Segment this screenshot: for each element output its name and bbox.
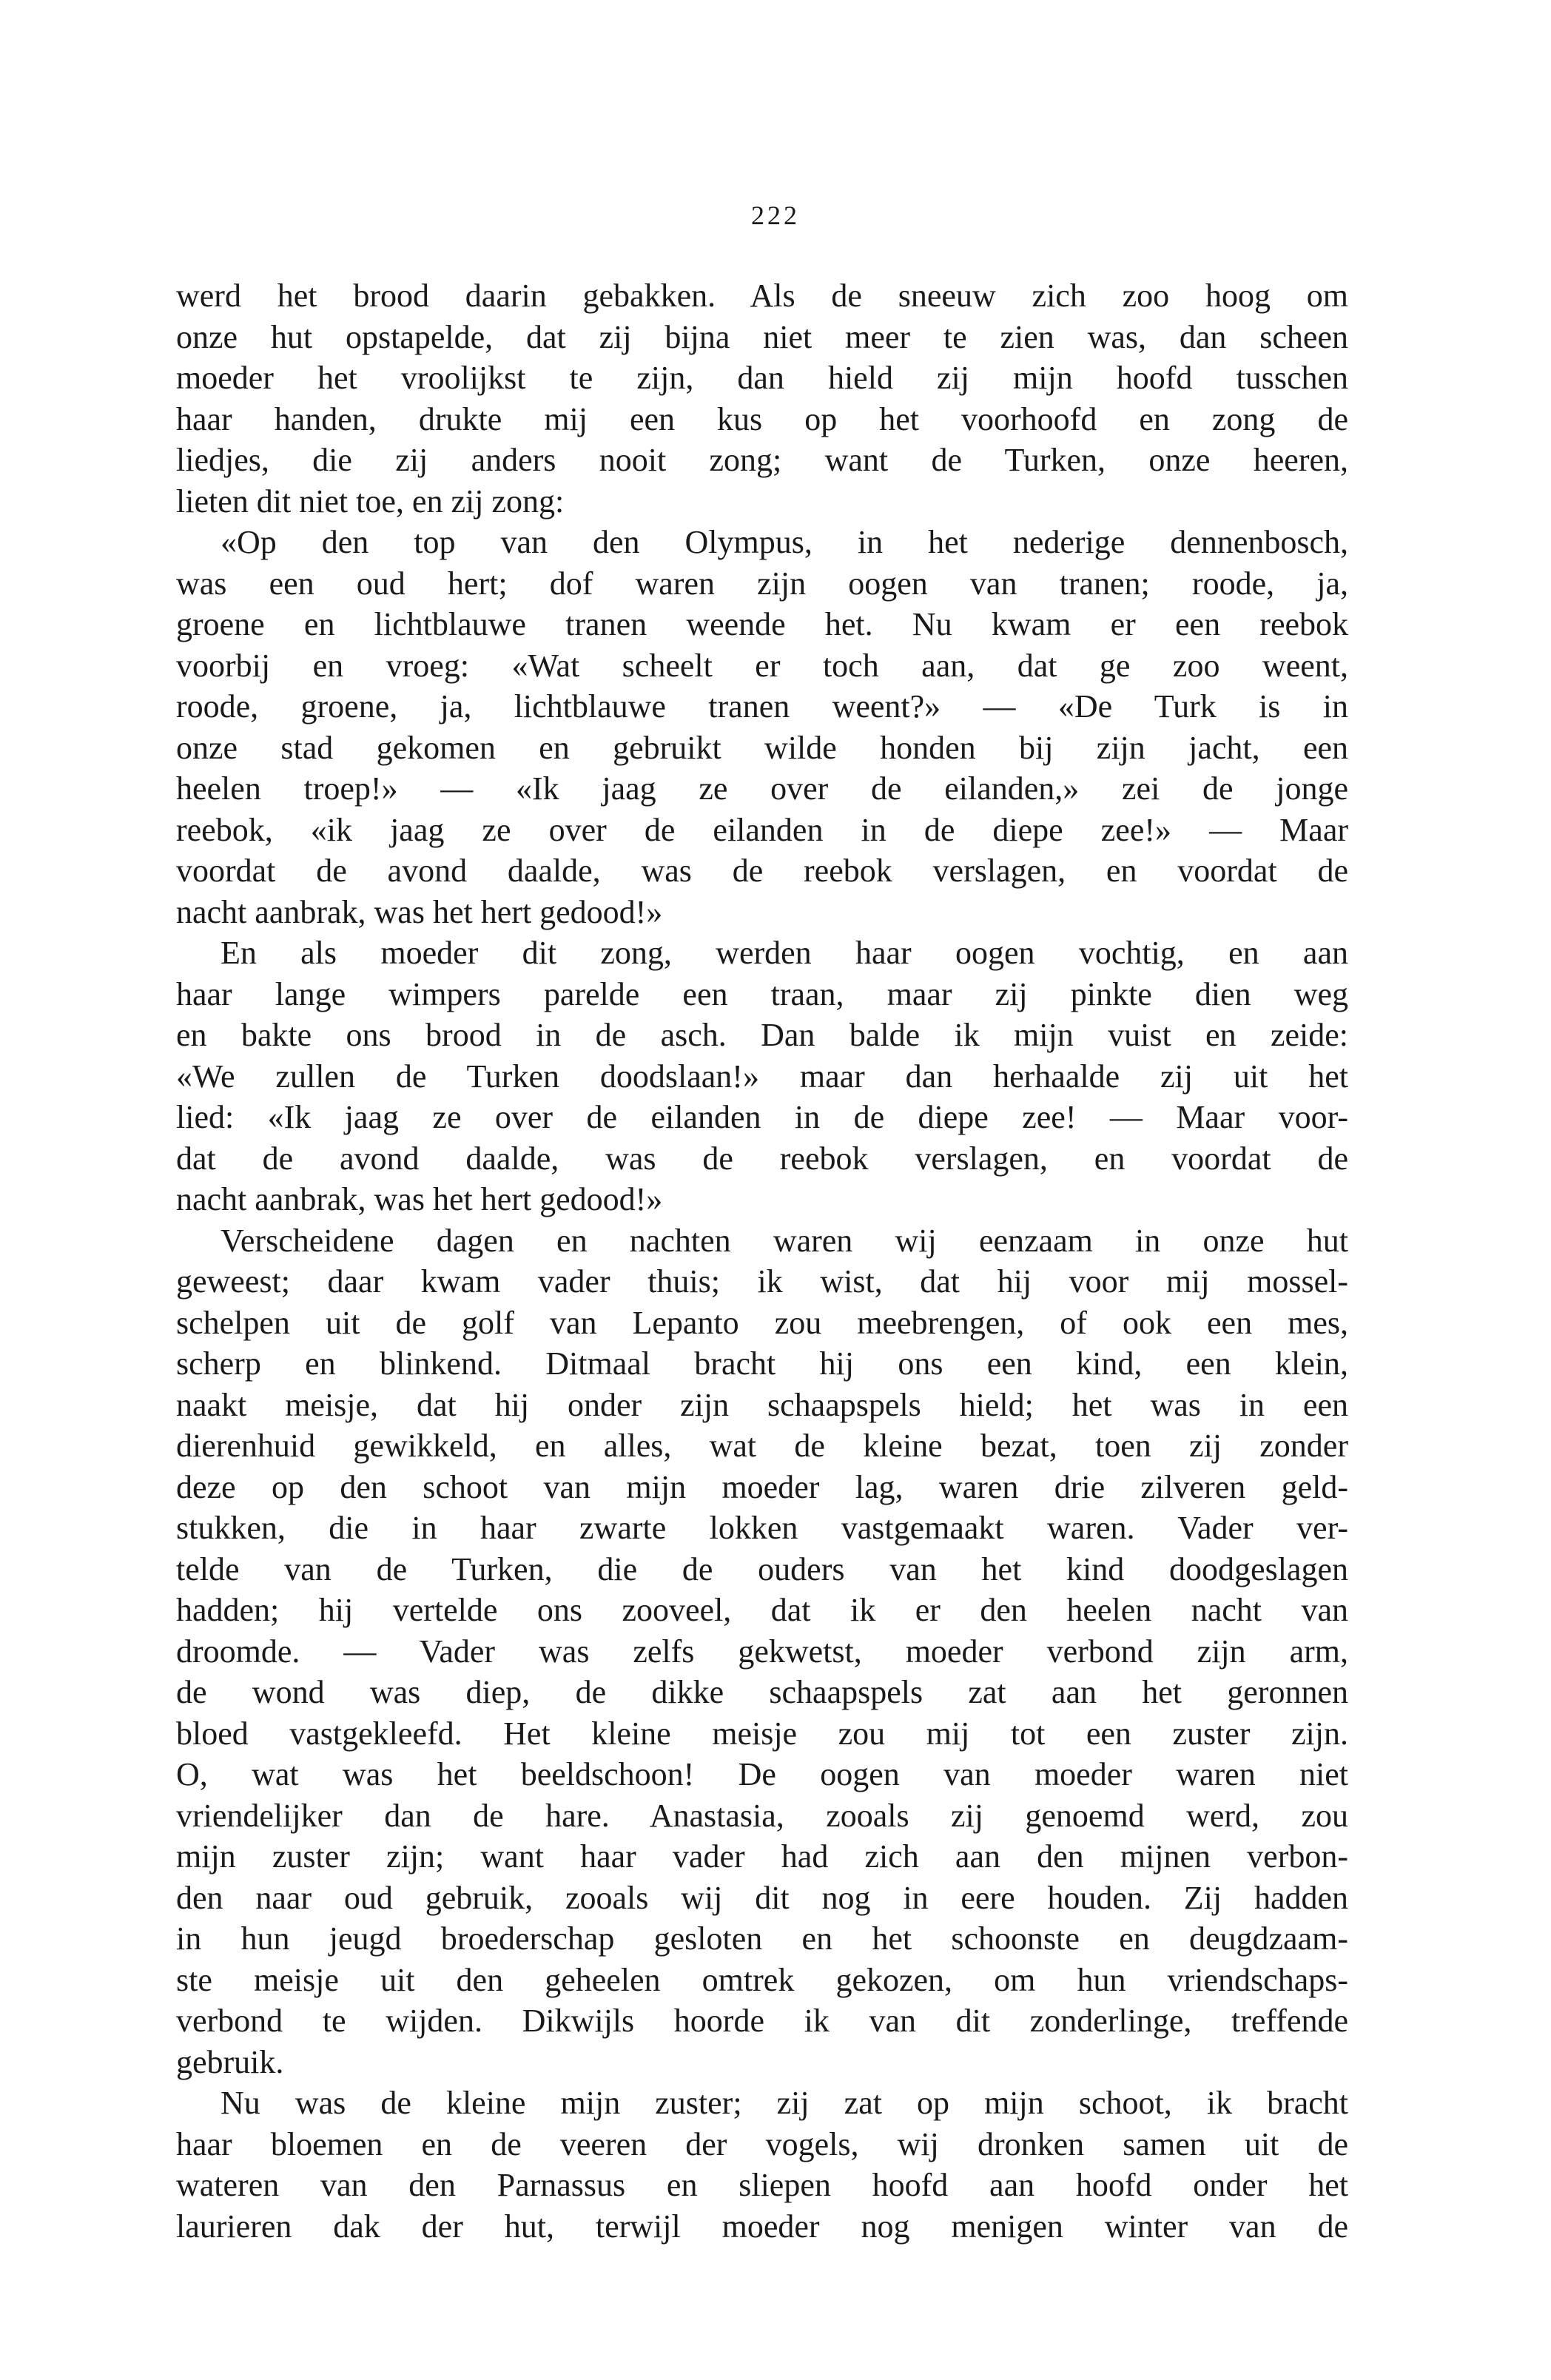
- text-line: deze op den schoot van mijn moeder lag, waren drie zilveren geld-: [176, 1468, 1348, 1505]
- text-line: Verscheidene dagen en nachten waren wij eenzaam in onze hut: [221, 1222, 1348, 1259]
- text-line: heelen troep!» — «Ik jaag ze over de eilanden,» zei de jonge: [176, 770, 1348, 807]
- paragraph: [176, 932, 1348, 1220]
- text-line: roode, groene, ja, lichtblauwe tranen weent?» — «De Turk is in: [176, 688, 1348, 725]
- text-line: «Op den top van den Olympus, in het nederige dennenbosch,: [221, 524, 1348, 560]
- text-line: telde van de Turken, die de ouders van het kind doodgeslagen: [176, 1550, 1348, 1587]
- text-line: ste meisje uit den geheelen omtrek gekozen, om hun vriendschaps-: [176, 1961, 1348, 1998]
- paragraph: [176, 522, 1348, 932]
- text-line: dierenhuid gewikkeld, en alles, wat de kleine bezat, toen zij zonder: [176, 1428, 1348, 1464]
- text-line: laurieren dak der hut, terwijl moeder nog menigen winter van de: [176, 2208, 1348, 2245]
- text-line: haar handen, drukte mij een kus op het voorhoofd en zong de: [176, 400, 1348, 437]
- text-line: naakt meisje, dat hij onder zijn schaapspels hield; het was in een: [176, 1386, 1348, 1423]
- text-line: bloed vastgekleefd. Het kleine meisje zou mij tot een zuster zijn.: [176, 1715, 1348, 1752]
- text-line: verbond te wijden. Dikwijls hoorde ik van dit zonderlinge, treffende: [176, 2003, 1348, 2039]
- text-line: scherp en blinkend. Ditmaal bracht hij ons een kind, een klein,: [176, 1345, 1348, 1382]
- text-line: wateren van den Parnassus en sliepen hoofd aan hoofd onder het: [176, 2167, 1348, 2203]
- text-line: lieten dit niet toe, en zij zong:: [176, 483, 565, 520]
- text-line: onze stad gekomen en gebruikt wilde honden bij zijn jacht, een: [176, 729, 1348, 766]
- text-line: droomde. — Vader was zelfs gekwetst, moeder verbond zijn arm,: [176, 1633, 1348, 1670]
- text-line: O, wat was het beeldschoon! De oogen van moeder waren niet: [176, 1756, 1348, 1792]
- text-line: stukken, die in haar zwarte lokken vastgemaakt waren. Vader ver-: [176, 1510, 1348, 1546]
- page-number: 222: [751, 201, 800, 230]
- paragraph: [176, 2082, 1348, 2247]
- text-line: vriendelijker dan de hare. Anastasia, zooals zij genoemd werd, zou: [176, 1797, 1348, 1834]
- text-line: haar bloemen en de veeren der vogels, wij dronken samen uit de: [176, 2125, 1348, 2162]
- text-line: werd het brood daarin gebakken. Als de sneeuw zich zoo hoog om: [176, 278, 1348, 314]
- body-text: [176, 275, 1348, 2247]
- text-line: hadden; hij vertelde ons zooveel, dat ik er den heelen nacht van: [176, 1592, 1348, 1628]
- text-line: den naar oud gebruik, zooals wij dit nog in eere houden. Zij hadden: [176, 1879, 1348, 1916]
- text-line: was een oud hert; dof waren zijn oogen van tranen; roode, ja,: [176, 565, 1348, 602]
- text-line: dat de avond daalde, was de reebok verslagen, en voordat de: [176, 1140, 1348, 1177]
- text-line: liedjes, die zij anders nooit zong; want de Turken, onze heeren,: [176, 442, 1348, 478]
- text-line: voordat de avond daalde, was de reebok verslagen, en voordat de: [176, 853, 1348, 889]
- text-line: voorbij en vroeg: «Wat scheelt er toch aan, dat ge zoo weent,: [176, 647, 1348, 684]
- text-line: geweest; daar kwam vader thuis; ik wist, dat hij voor mij mossel-: [176, 1263, 1348, 1300]
- text-line: haar lange wimpers parelde een traan, maar zij pinkte dien weg: [176, 975, 1348, 1012]
- text-line: en bakte ons brood in de asch. Dan balde ik mijn vuist en zeide:: [176, 1017, 1348, 1053]
- text-line: lied: «Ik jaag ze over de eilanden in de diepe zee! — Maar voor-: [176, 1099, 1348, 1135]
- text-line: de wond was diep, de dikke schaapspels zat aan het geronnen: [176, 1674, 1348, 1710]
- text-line: nacht aanbrak, was het hert gedood!»: [176, 893, 663, 930]
- text-line: in hun jeugd broederschap gesloten en het schoonste en deugdzaam-: [176, 1920, 1348, 1957]
- text-line: reebok, «ik jaag ze over de eilanden in de diepe zee!» — Maar: [176, 811, 1348, 848]
- text-line: mijn zuster zijn; want haar vader had zich aan den mijnen verbon-: [176, 1838, 1348, 1875]
- text-line: En als moeder dit zong, werden haar oogen vochtig, en aan: [221, 935, 1348, 971]
- text-line: groene en lichtblauwe tranen weende het. Nu kwam er een reebok: [176, 606, 1348, 642]
- text-line: moeder het vroolijkst te zijn, dan hield zij mijn hoofd tusschen: [176, 360, 1348, 396]
- paragraph: [176, 275, 1348, 522]
- text-line: onze hut opstapelde, dat zij bijna niet meer te zien was, dan scheen: [176, 318, 1348, 355]
- text-line: gebruik.: [176, 2043, 284, 2080]
- text-line: Nu was de kleine mijn zuster; zij zat op mijn schoot, ik bracht: [221, 2085, 1348, 2121]
- paragraph: [176, 1220, 1348, 2083]
- text-line: schelpen uit de golf van Lepanto zou meebrengen, of ook een mes,: [176, 1304, 1348, 1341]
- text-line: «We zullen de Turken doodslaan!» maar dan herhaalde zij uit het: [176, 1058, 1348, 1095]
- text-line: nacht aanbrak, was het hert gedood!»: [176, 1181, 663, 1217]
